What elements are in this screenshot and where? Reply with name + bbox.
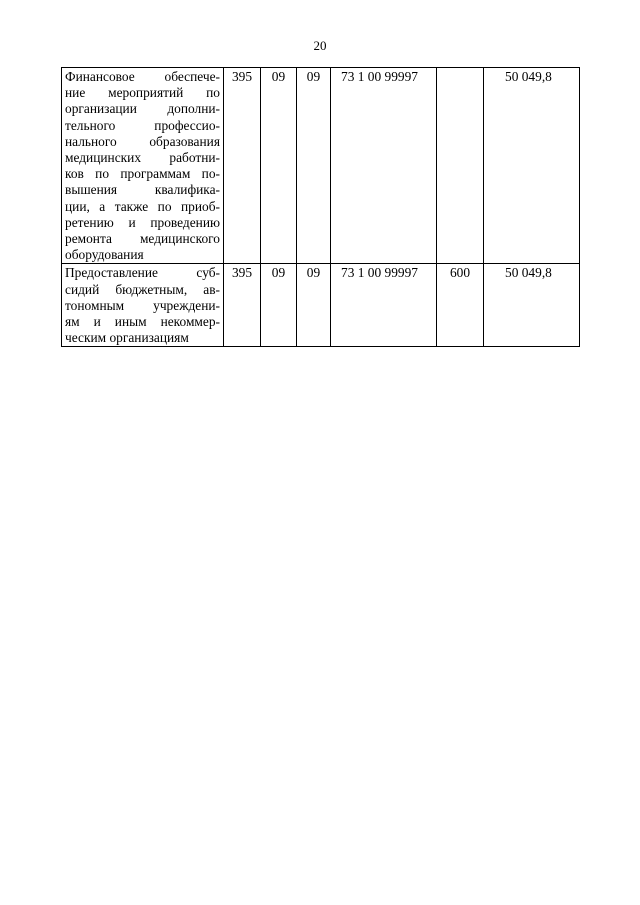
expense-type-code: 600 xyxy=(437,264,484,347)
description-line: вышения квалифика- xyxy=(65,182,220,198)
page-number: 20 xyxy=(313,38,327,53)
target-article-code: 73 1 00 99997 xyxy=(331,68,437,264)
description-line: Предоставление суб- xyxy=(65,265,220,281)
description-line: Финансовое обеспече- xyxy=(65,69,220,84)
description-line: ретению и проведению xyxy=(65,214,220,230)
description-line: ции, а также по приоб- xyxy=(65,198,220,214)
description-line: оборудования xyxy=(65,247,144,263)
subsection-code: 09 xyxy=(297,264,331,347)
description-line: ческим организациям xyxy=(65,330,189,346)
amount-cell: 50 049,8 xyxy=(484,264,580,347)
description-line: ям и иным некоммер- xyxy=(65,314,220,330)
section-code: 09 xyxy=(261,264,297,347)
description-line: тельного профессио- xyxy=(65,117,220,133)
description-line: тономным учреждени- xyxy=(65,297,220,313)
amount-cell: 50 049,8 xyxy=(484,68,580,264)
section-code: 09 xyxy=(261,68,297,264)
description-line: ков по программам по- xyxy=(65,166,220,182)
subsection-code: 09 xyxy=(297,68,331,264)
row-description xyxy=(62,264,224,347)
description-line: ние мероприятий по xyxy=(65,85,220,101)
table-row xyxy=(62,264,580,347)
table-row xyxy=(62,68,580,264)
budget-table xyxy=(61,67,580,347)
expense-type-code xyxy=(437,68,484,264)
target-article-code: 73 1 00 99997 xyxy=(331,264,437,347)
description-line: нального образования xyxy=(65,133,220,149)
row-description xyxy=(62,68,224,264)
description-line: организации дополни- xyxy=(65,101,220,117)
description-line: медицинских работни- xyxy=(65,150,220,166)
ministry-code: 395 xyxy=(224,264,261,347)
ministry-code: 395 xyxy=(224,68,261,264)
description-line: ремонта медицинского xyxy=(65,231,220,247)
description-line: сидий бюджетным, ав- xyxy=(65,281,220,297)
